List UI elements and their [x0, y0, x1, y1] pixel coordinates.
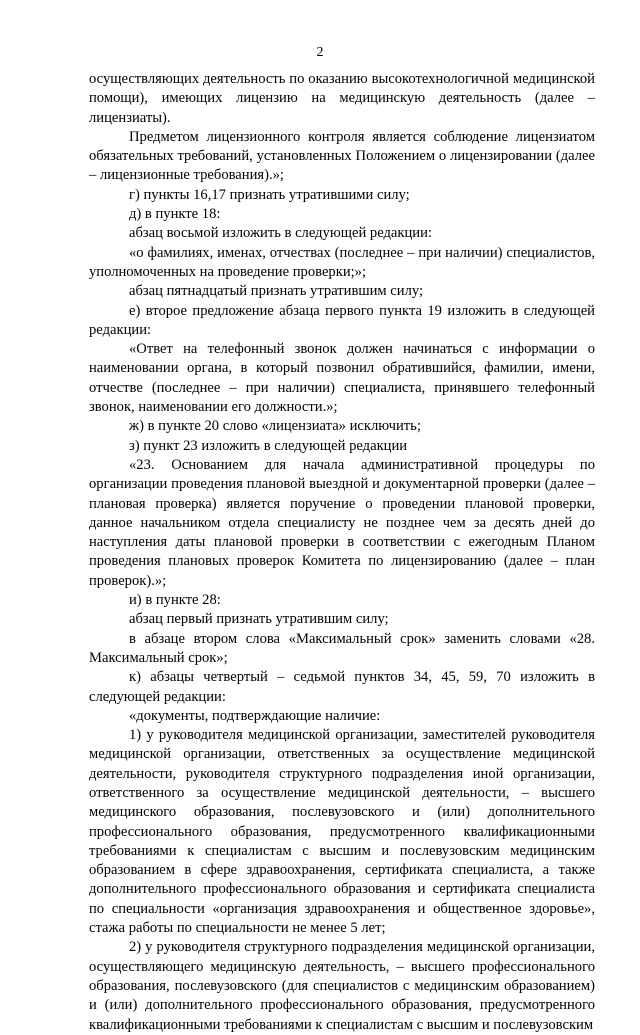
paragraph: 2) у руководителя структурного подразделения медицинской организации, осуществляющего медицинскую деятельность, – высшего профессионального образования, послевузовского (для специалистов с медицинским образованием) и (или) дополнительного профессионального образования, предусмотренного квалификационными требованиями к специалистам с высшим и послевузовским: [89, 939, 595, 1033]
paragraph: 1) у руководителя медицинской организации, заместителей руководителя медицинской организации, ответственных за осуществление медицинской деятельности, руководителя структурного подразделения иной организации, ответственного за осуществление медицинской деятельности, – высшего медицинского образования, послевузовского и (или) дополнительного профессионального образования, предусмотренного квалификационными требованиями к специалистам с высшим и послевузовским медицинским образованием в сфере здравоохранения, сертификата специалиста, а также дополнительного профессионального образования и сертификата специалиста по специальности «организация здравоохранения и общественное здоровье», стажа работы по специальности не менее 5 лет;: [89, 727, 595, 937]
paragraph: д) в пункте 18:: [129, 206, 221, 223]
paragraph: з) пункт 23 изложить в следующей редакции: [129, 437, 408, 454]
paragraph: Предметом лицензионного контроля является соблюдение лицензиатом обязательных требований, установленных Положением о лицензировании (далее – лицензионные требования).»;: [89, 128, 595, 184]
paragraph: г) пункты 16,17 признать утратившими силу;: [129, 186, 410, 203]
paragraph: «23. Основанием для начала административной процедуры по организации проведения плановой выездной и документарной проверки (далее – плановая проверка) является поручение о проведении плановой проверки, данное начальником отдела специалисту не позднее чем за десять дней до наступления даты плановой проверки в соответствии с ежегодным Планом проведения плановых проверок Комитета по лицензированию (далее – план проверок).»;: [89, 456, 595, 589]
paragraph: к) абзацы четвертый – седьмой пунктов 34, 45, 59, 70 изложить в следующей редакции:: [89, 669, 595, 705]
paragraph: абзац восьмой изложить в следующей редакции:: [129, 225, 432, 242]
paragraph: «Ответ на телефонный звонок должен начинаться с информации о наименовании органа, в который позвонил обратившийся, фамилии, имени, отчестве (последнее – при наличии) специалиста, принявшего телефонный звонок, наименовании его должности.»;: [89, 341, 595, 416]
paragraph: абзац пятнадцатый признать утратившим силу;: [129, 283, 424, 300]
paragraph: и) в пункте 28:: [129, 592, 221, 609]
paragraph: «документы, подтверждающие наличие:: [129, 707, 381, 724]
document-body: [89, 70, 595, 1035]
paragraph: в абзаце втором слова «Максимальный срок» заменить словами «28. Максимальный срок»;: [89, 630, 595, 666]
paragraph: осуществляющих деятельность по оказанию высокотехнологичной медицинской помощи), имеющих лицензию на медицинскую деятельность (далее – лицензиаты).: [89, 71, 595, 126]
paragraph: е) второе предложение абзаца первого пункта 19 изложить в следующей редакции:: [89, 302, 595, 338]
paragraph: абзац первый признать утратившим силу;: [129, 611, 389, 628]
page-number: 2: [316, 45, 324, 60]
paragraph: «о фамилиях, именах, отчествах (последнее – при наличии) специалистов, уполномоченных на проведение проверки;»;: [89, 244, 595, 280]
paragraph: ж) в пункте 20 слово «лицензиата» исключить;: [129, 418, 421, 435]
